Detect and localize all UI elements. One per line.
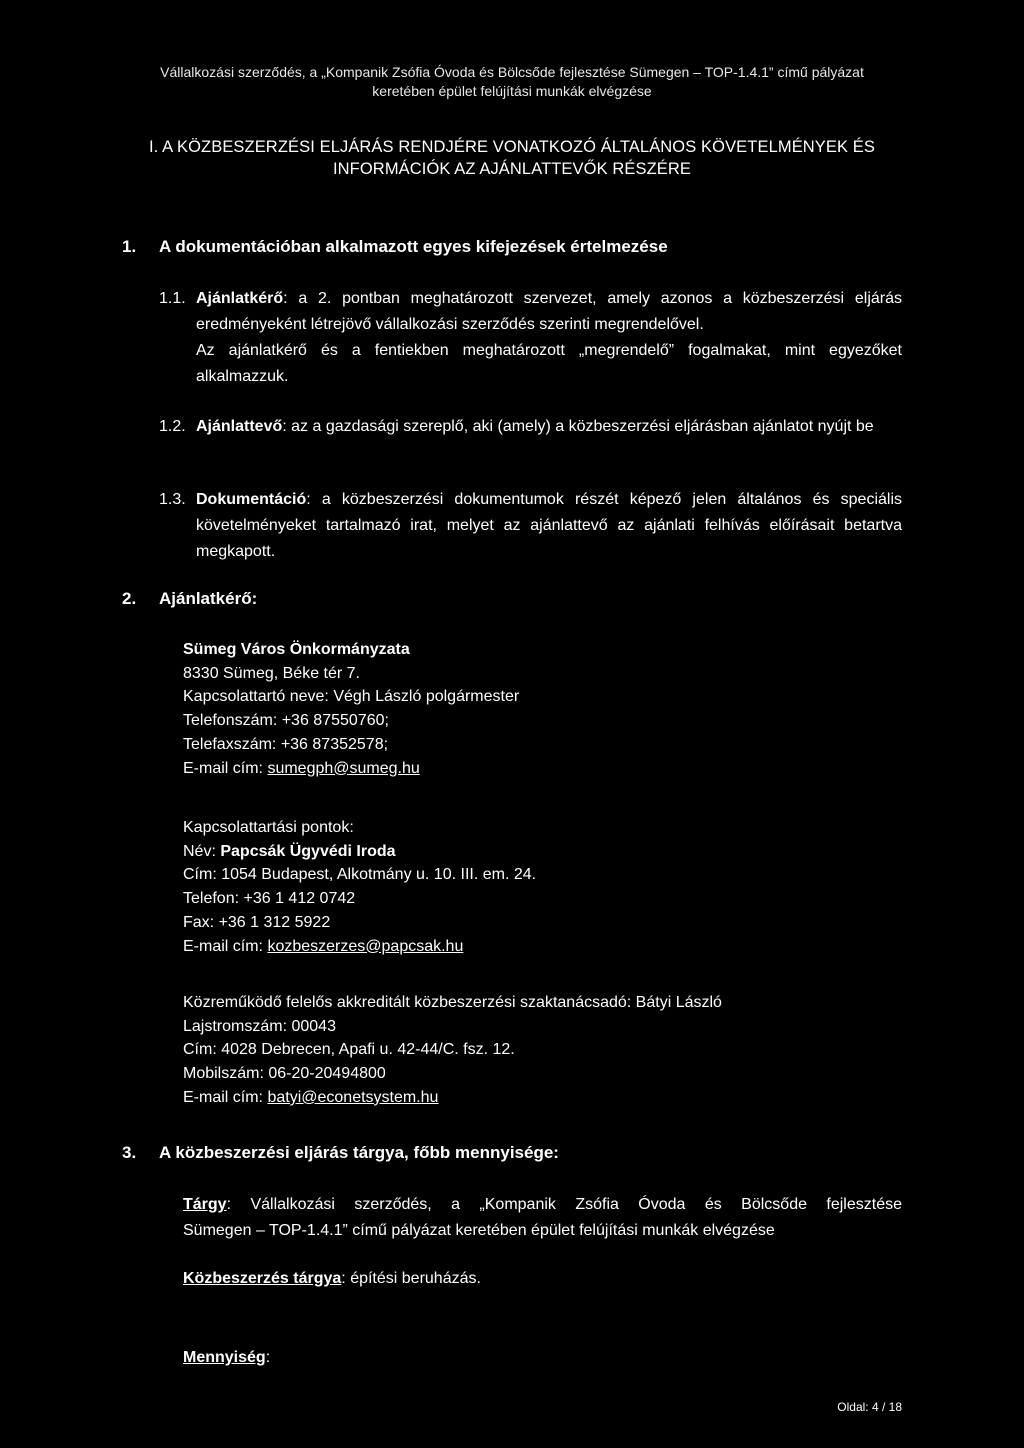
item-1-2-definition: : az a gazdasági szereplő, aki (amely) a közbeszerzési eljárásban ajánlatot nyújt be <box>282 418 874 435</box>
advisor-address: Cím: 4028 Debrecen, Apafi u. 42-44/C. fsz. 12. <box>183 1041 515 1059</box>
section-3-heading: A közbeszerzési eljárás tárgya, főbb mennyisége: <box>159 1143 559 1162</box>
advisor-mobile: Mobilszám: 06-20-20494800 <box>183 1065 386 1083</box>
contact-name-label: Név: <box>183 842 221 860</box>
item-1-3-number: 1.3. <box>159 491 186 508</box>
section-title <box>0 136 1024 180</box>
section-title-line-1: I. A KÖZBESZERZÉSI ELJÁRÁS RENDJÉRE VONATKOZÓ ÁLTALÁNOS KÖVETELMÉNYEK ÉS <box>148 138 876 156</box>
section-1-number: 1. <box>122 237 137 256</box>
item-1-1-text <box>196 286 902 338</box>
item-1-1-text-2: Az ajánlatkérő és a fentiekben meghatározott „megrendelő” fogalmakat, mint egyezőket alkalmazzuk. <box>196 342 902 385</box>
item-1-3-text <box>196 487 902 565</box>
advisor-email-link[interactable]: batyi@econetsystem.hu <box>267 1088 439 1106</box>
section-title-line-2: INFORMÁCIÓK AZ AJÁNLATTEVŐK RÉSZÉRE <box>332 160 691 178</box>
contact-phone: Telefon: +36 1 412 0742 <box>183 890 356 908</box>
header-line-2: keretében épület felújítási munkák elvégzése <box>372 83 652 99</box>
advisor-name: Közreműködő felelős akkreditált közbeszerzési szaktanácsadó: Bátyi László <box>183 994 722 1011</box>
contact-points-block <box>183 816 536 958</box>
contact-email-line <box>183 935 536 959</box>
item-1-2-text <box>196 414 902 440</box>
running-header <box>0 63 1024 101</box>
advisor-register-number: Lajstromszám: 00043 <box>183 1017 336 1035</box>
email-line <box>183 757 519 781</box>
subject-line-2: Sümegen – TOP-1.4.1” című pályázat keretében épület felújítási munkák elvégzése <box>183 1222 775 1239</box>
item-1-2-number: 1.2. <box>159 418 186 435</box>
contact-name-line <box>183 840 536 864</box>
item-1-2-term: Ajánlattevő <box>196 418 283 435</box>
procurement-subject-line <box>183 1266 481 1292</box>
contact-address: Cím: 1054 Budapest, Alkotmány u. 10. III. em. 24. <box>183 866 537 884</box>
section-2-heading: Ajánlatkérő: <box>159 589 258 608</box>
procurement-subject-text: : építési beruházás. <box>341 1270 481 1287</box>
contact-fax: Fax: +36 1 312 5922 <box>183 913 331 931</box>
item-1-1-number: 1.1. <box>159 290 186 307</box>
item-1-3-definition: : a közbeszerzési dokumentumok részét képező jelen általános és speciális követelményeket tartalmazó irat, melyet az ajánlattevő az ajánlati felhívás előírásait betartva megkapott. <box>196 491 902 560</box>
procurement-subject-label: Közbeszerzés tárgya <box>183 1270 342 1287</box>
phone-number: Telefonszám: +36 87550760; <box>183 712 389 730</box>
quantity-label: Mennyiség <box>183 1349 266 1366</box>
email-label: E-mail cím: <box>183 759 268 777</box>
contact-points-title: Kapcsolattartási pontok: <box>183 819 354 836</box>
section-2-number: 2. <box>122 589 137 608</box>
section-3-number: 3. <box>122 1143 137 1162</box>
organization-name: Sümeg Város Önkormányzata <box>183 641 410 658</box>
email-link[interactable]: sumegph@sumeg.hu <box>267 759 420 777</box>
contracting-authority-block <box>183 638 519 780</box>
subject-label: Tárgy <box>183 1196 227 1213</box>
fax-number: Telefaxszám: +36 87352578; <box>183 735 389 753</box>
contact-email-label: E-mail cím: <box>183 937 268 955</box>
header-line-1: Vállalkozási szerződés, a „Kompanik Zsófia Óvoda és Bölcsőde fejlesztése Sümegen – TOP-1.4.1” című pályázat <box>160 64 864 80</box>
page-number: Oldal: 4 / 18 <box>837 1400 902 1414</box>
contact-person: Kapcsolattartó neve: Végh László polgármester <box>183 688 520 706</box>
item-1-3-term: Dokumentáció <box>196 491 307 508</box>
subject-paragraph <box>183 1192 902 1244</box>
item-1-1-definition: : a 2. pontban meghatározott szervezet, amely azonos a közbeszerzési eljárás eredményeként létrejövő vállalkozási szerződés szerinti megrendelővel. <box>196 290 902 333</box>
organization-address: 8330 Sümeg, Béke tér 7. <box>183 664 360 682</box>
subject-line-1 <box>183 1192 902 1218</box>
quantity-text: : <box>265 1349 271 1366</box>
advisor-email-line <box>183 1086 722 1110</box>
section-1-heading: A dokumentációban alkalmazott egyes kifejezések értelmezése <box>159 237 668 256</box>
contact-email-link[interactable]: kozbeszerzes@papcsak.hu <box>267 937 464 955</box>
quantity-line <box>183 1345 270 1371</box>
contact-name-value: Papcsák Ügyvédi Iroda <box>220 842 396 860</box>
advisor-block <box>183 991 722 1110</box>
item-1-1-term: Ajánlatkérő <box>196 290 284 307</box>
advisor-email-label: E-mail cím: <box>183 1088 268 1106</box>
subject-text-1: : Vállalkozási szerződés, a „Kompanik Zsófia Óvoda és Bölcsőde fejlesztése <box>226 1196 902 1213</box>
